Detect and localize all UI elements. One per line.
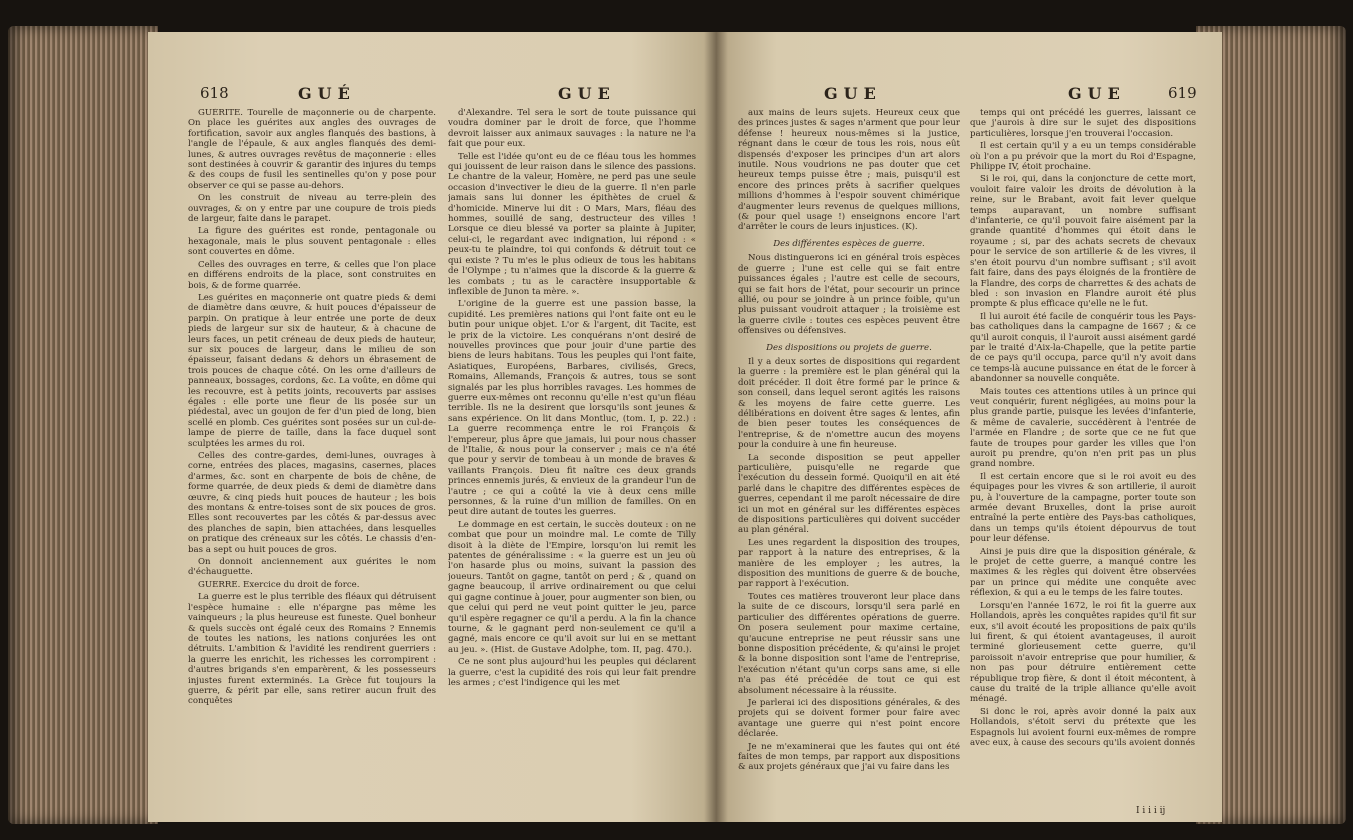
right-page-number: 619 xyxy=(1168,84,1197,102)
paragraph: Nous distinguerons ici en général trois espèces de guerre ; l'une est celle qui se fait entre puissances égales ; l'autre est celle de secours, qui se fait hors de l'état, pour secourir un prince allié, ou pour se joindre à un prince foible, qu'un plus puissant voudroit attaquer ; la troisième est la guerre civile : toutes ces espèces peuvent être offensives ou défensives. xyxy=(738,253,960,337)
paragraph: Toutes ces matières trouveront leur place dans la suite de ce discours, lorsqu'il sera parlé en particulier des différentes opérations de guerre. On posera seulement pour maxime certaine, qu'aucune entreprise ne peut réussir sans une bonne disposition précédente, & qu'ainsi le projet & la bonne disposition sont l'ame de l'entreprise, l'exécution n'étant qu'un corps sans ame, si elle n'a pas été précédée de tout ce qui est absolument nécessaire à la réussite. xyxy=(738,591,960,696)
open-book xyxy=(8,14,1346,834)
paragraph: Celles des ouvrages en terre, & celles que l'on place en différens endroits de la place, sont construites en bois, & de forme quarrée. xyxy=(188,259,436,291)
left-page-number: 618 xyxy=(200,84,229,102)
right-column-2 xyxy=(970,108,1196,804)
paragraph: On donnoit anciennement aux guérites le nom d'échauguette. xyxy=(188,557,436,578)
paragraph: Il lui auroit été facile de conquérir tous les Pays-bas catholiques dans la campagne de 1667 ; & ce qu'il auroit conquis, il l'auroit aussi aisément gardé par le traité d'Aix-la-Chapelle, que la petite partie de ce pays qu'il occupa, parce qu'il n'y avoit dans ce temps-là aucune puissance en état de le forcer à abandonner sa nouvelle conquête. xyxy=(970,311,1196,385)
paragraph: La figure des guérites est ronde, pentagonale ou hexagonale, mais le plus souvent pentagonale : elles sont couvertes en dôme. xyxy=(188,226,436,258)
paragraph: Les unes regardent la disposition des troupes, par rapport à la nature des entreprises, & la manière de les employer ; les autres, la disposition des munitions de guerre & de bouche, par rapport à l'exécution. xyxy=(738,537,960,590)
left-page-edges xyxy=(8,26,158,824)
section-subtitle: Des différentes espèces de guerre. xyxy=(773,238,925,249)
section-subtitle: Des dispositions ou projets de guerre. xyxy=(766,342,932,353)
paragraph: On les construit de niveau au terre-plein des ouvrages, & on y entre par une coupure de trois pieds de largeur, faite dans le parapet. xyxy=(188,193,436,225)
left-running-head-1: GUÉ xyxy=(298,84,356,103)
left-column-1 xyxy=(188,108,436,812)
signature-mark: I i i i ij xyxy=(1136,806,1166,816)
right-running-head-1: GUE xyxy=(824,84,882,103)
paragraph: Lorsqu'en l'année 1672, le roi fit la guerre aux Hollandois, après les conquêtes rapides qu'il fit sur eux, s'il avoit écouté les propositions de paix qu'ils lui firent, & qui étoient avantageuses, il auroit terminé glorieusement cette guerre, qu'il paroissoit n'avoir entreprise que pour humilier, & non pas pour détruire entièrement cette république trop fière, & dont il étoit mécontent, à cause du traité de la triple alliance qu'elle avoit ménagé. xyxy=(970,600,1196,705)
paragraph: aux mains de leurs sujets. Heureux ceux que des princes justes & sages n'arment que pour leur défense ! heureux nous-mêmes si la justice, régnant dans le cœur de tous les rois, nous eût dispensés d'exposer les principes d'un art alors inutile. Nous voudrions ne pas douter que cet heureux temps puisse être ; mais, puisqu'il est encore des princes prêts à sacrifier quelques millions d'hommes à l'espoir souvent chimérique d'augmenter leurs revenus de quelques millions, (& pour quel usage !) enseignons encore l'art d'arrêter le cours de leurs injustices. (K). xyxy=(738,108,960,233)
paragraph: La guerre est le plus terrible des fléaux qui détruisent l'espèce humaine : elle n'épargne pas même les vainqueurs ; la plus heureuse est funeste. Quel bonheur & quels succès ont égalé ceux des Romains ? Ennemis de toutes les nations, les nations conjurées les ont détruits. L'ambition & l'avidité les rendirent guerriers : la guerre les enrichit, les richesses les corrompirent : d'autres brigands s'en emparèrent, & les possesseurs injustes furent exterminés. La Grèce fut toujours la guerre, & périt par elle, sans retirer aucun fruit des conquêtes xyxy=(188,592,436,707)
left-column-2 xyxy=(448,108,696,812)
paragraph: Ainsi je puis dire que la disposition générale, & le projet de cette guerre, a manqué contre les maximes & les règles qui doivent être observées par un prince qui médite une conquête avec réflexion, & qui a eu le temps de les faire toutes. xyxy=(970,546,1196,599)
paragraph: L'origine de la guerre est une passion basse, la cupidité. Les premières nations qui l'ont faite ont eu le butin pour unique objet. L'or & l'argent, dit Tacite, est le prix de la victoire. Les conquérans n'ont desiré de nouvelles provinces que pour jouir d'une partie des biens de leurs habitans. Tous les peuples qui l'ont faite, Asiatiques, Européens, Barbares, civilisés, Grecs, Romains, Allemands, François & autres, tous se sont signalés par les plus horribles ravages. Les hommes de guerre eux-mêmes ont reconnu qu'elle n'est qu'un fléau terrible. Ils ne la desirent que lorsqu'ils sont jeunes & sans expérience. On lit dans Montluc, (tom. I, p. 22.) : La guerre recommença entre le roi François & l'empereur, plus âpre que jamais, lui pour nous chasser de l'Italie, & nous pour la conserver ; mais ce n'a été que pour y servir de tombeau à un monde de braves & vaillants François. Dieu fit naître ces deux grands princes ennemis jurés, & envieux de la grandeur l'un de l'autre ; ce qui a coûté la vie à deux cens mille personnes, & la ruine d'un million de familles. On en peut dire autant de toutes les guerres. xyxy=(448,299,696,518)
left-running-head-2: GUE xyxy=(558,84,616,103)
paragraph: Celles des contre-gardes, demi-lunes, ouvrages à corne, entrées des places, magasins, casernes, places d'armes, &c. sont en charpente de bois de chêne, de forme quarrée, de deux pieds & demi de diamètre dans œuvre, & cinq pieds huit pouces de hauteur ; les bois des montans & entre-toises sont de six pouces de gros. Elles sont recouvertes par les côtés & par-dessus avec des planches de sapin, bien attachées, dans lesquelles on pratique des créneaux sur les côtés. Le chassis d'en-bas a sept ou huit pouces de gros. xyxy=(188,451,436,555)
paragraph: Le dommage en est certain, le succès douteux : on ne combat que pour un moindre mal. Le comte de Tilly disoit à la diète de l'Empire, lorsqu'on lui remit les patentes de généralissime : « la guerre est un jeu où l'on hasarde plus ou moins, suivant la passion des joueurs. Tantôt on gagne, tantôt on perd ; & , quand on gagne beaucoup, il arrive ordinairement ou que celui qui gagne continue à jouer, pour augmenter son bien, ou que celui qui perd ne veut point quitter le jeu, parce qu'il espère regagner ce qu'il a perdu. A la fin la chance tourne, & le gagnant perd non-seulement ce qu'il a gagné, mais encore ce qu'il avoit sur lui en se mettant au jeu. ». (Hist. de Gustave Adolphe, tom. II, pag. 470.). xyxy=(448,519,696,655)
left-page xyxy=(148,32,716,822)
paragraph: Il y a deux sortes de dispositions qui regardent la guerre : la première est le plan général qui la doit précéder. Il doit être formé par le prince & son conseil, dans lequel seront agités les raisons & les moyens de faire cette guerre. Les délibérations en doivent être sages & lentes, afin de bien peser toutes les conséquences de l'entreprise, & de n'omettre aucun des moyens pour la conduire à une fin heureuse. xyxy=(738,356,960,451)
paragraph: GUERRE. Exercice du droit de force. xyxy=(198,579,360,590)
right-running-head-2: GUE xyxy=(1068,84,1126,103)
paragraph: Il est certain qu'il y a eu un temps considérable où l'on a pu prévoir que la mort du Roi d'Espagne, Philippe IV, étoit prochaine. xyxy=(970,141,1196,173)
paragraph: Mais toutes ces attentions utiles à un prince qui veut conquérir, furent négligées, au moins pour la plus grande partie, puisque les levées d'infanterie, & même de cavalerie, succédèrent à l'entrée de l'armée en Flandre ; de sorte que ce ne fut que faute de troupes pour garder les villes que l'on auroit pu prendre, qu'on n'en prit pas un plus grand nombre. xyxy=(970,386,1196,470)
right-column-1 xyxy=(738,108,960,812)
book-gutter xyxy=(704,32,728,822)
paragraph: d'Alexandre. Tel sera le sort de toute puissance qui voudra dominer par le droit de force, que l'homme devroit laisser aux animaux sauvages : la nature ne l'a fait que pour eux. xyxy=(448,108,696,150)
paragraph: Si donc le roi, après avoir donné la paix aux Hollandois, s'étoit servi du prétexte que les Espagnols lui avoient fourni eux-mêmes de rompre avec eux, à cause des secours qu'ils avoient donnés xyxy=(970,706,1196,748)
paragraph: Je ne m'examinerai que les fautes qui ont été faites de mon temps, par rapport aux dispositions & aux projets généraux que j'ai vu faire dans les xyxy=(738,741,960,773)
paragraph: Les guérites en maçonnerie ont quatre pieds & demi de diamètre dans œuvre, & huit pouces d'épaisseur de parpin. On pratique à leur entrée une porte de deux pieds de largeur sur six de hauteur, & à chacune de leurs faces, un petit créneau de deux pieds de hauteur, sur six pouces de largeur, dans le milieu de son épaisseur, faisant dedans & dehors un ébrasement de trois pouces de chaque côté. On les orne d'ailleurs de panneaux, bossages, cordons, &c. La voûte, en dôme qui les recouvre, est à petits joints, recouverts par assises égales : elle porte une fleur de lis posée sur un piédestal, avec un goujon de fer d'un pied de long, bien scellé en plomb. Ces guérites sont posées sur un cul-de-lampe de pierre de taille, dans la face duquel sont sculptées les armes du roi. xyxy=(188,292,436,449)
paragraph: La seconde disposition se peut appeller particulière, puisqu'elle ne regarde que l'exécution du dessein formé. Quoiqu'il en ait été parlé dans le chapitre des différentes espèces de guerres, cependant il me paroît nécessaire de dire ici un mot en général sur les différentes espèces de dispositions particulières qui doivent succéder au plan général. xyxy=(738,452,960,536)
right-page xyxy=(716,32,1222,822)
paragraph: Ce ne sont plus aujourd'hui les peuples qui déclarent la guerre, c'est la cupidité des rois qui leur fait prendre les armes ; c'est l'indigence qui les met xyxy=(448,657,696,688)
paragraph: Il est certain encore que si le roi avoit eu des équipages pour les vivres & son artillerie, il auroit pu, à l'ouverture de la campagne, porter toute son armée devant Bruxelles, dont la prise auroit entraîné la perte entière des Pays-bas catholiques, dans un temps qu'ils étoient dépourvus de tout pour leur défense. xyxy=(970,471,1196,545)
paragraph: Telle est l'idée qu'ont eu de ce fléau tous les hommes qui jouissent de leur raison dans le silence des passions. Le chantre de la valeur, Homère, ne perd pas une seule occasion d'invectiver le dieu de la guerre. Il n'en parle jamais sans lui donner les épithètes de cruel & d'homicide. Minerve lui dit : O Mars, Mars, fléau des hommes, souillé de sang, destructeur des villes ! Lorsque ce dieu blessé va porter sa plainte à Jupiter, celui-ci, le regardant avec indignation, lui répond : « peux-tu te plaindre, toi qui confonds & détruit tout ce qui existe ? Tu m'es le plus odieux de tous les habitans de l'Olympe ; tu n'aimes que la discorde & la guerre & les combats ; tu as le caractère insupportable & inflexible de Junon ta mère. ». xyxy=(448,151,696,297)
paragraph: Je parlerai ici des dispositions générales, & des projets qui se doivent former pour faire avec avantage une guerre qui n'est point encore déclarée. xyxy=(738,697,960,740)
paragraph: temps qui ont précédé les guerres, laissant ce que j'aurois à dire sur le sujet des dispositions particulières, lorsque j'en trouverai l'occasion. xyxy=(970,108,1196,139)
paragraph: Si le roi, qui, dans la conjoncture de cette mort, vouloit faire valoir les droits de dévolution à la reine, sur le Brabant, avoit fait lever quelque temps auparavant, un nombre suffisant d'infanterie, ce qu'il pouvoit faire aisément par la grande quantité d'hommes qui étoit dans le royaume ; si, par des achats secrets de chevaux pour le service de son artillerie & de les vivres, il s'en étoit pourvu d'un nombre suffisant ; s'il avoit fait faire, dans des pays éloignés de la frontière de la Flandre, des corps de charrettes & des achats de bled : son invasion en Flandre auroit été plus prompte & plus efficace qu'elle ne le fut. xyxy=(970,174,1196,310)
paragraph: GUÉRITE. Tourelle de maçonnerie ou de charpente. On place les guérites aux angles des ouvrages de fortification, savoir aux angles flanqués des bastions, à l'angle de l'épaule, & aux angles flanqués des demi-lunes, & autres ouvrages revêtus de maçonnerie : elles sont destinées à couvrir & garantir des injures du temps & des coups de fusil les sentinelles qu'on y pose pour observer ce qui se passe au-dehors. xyxy=(188,108,436,191)
